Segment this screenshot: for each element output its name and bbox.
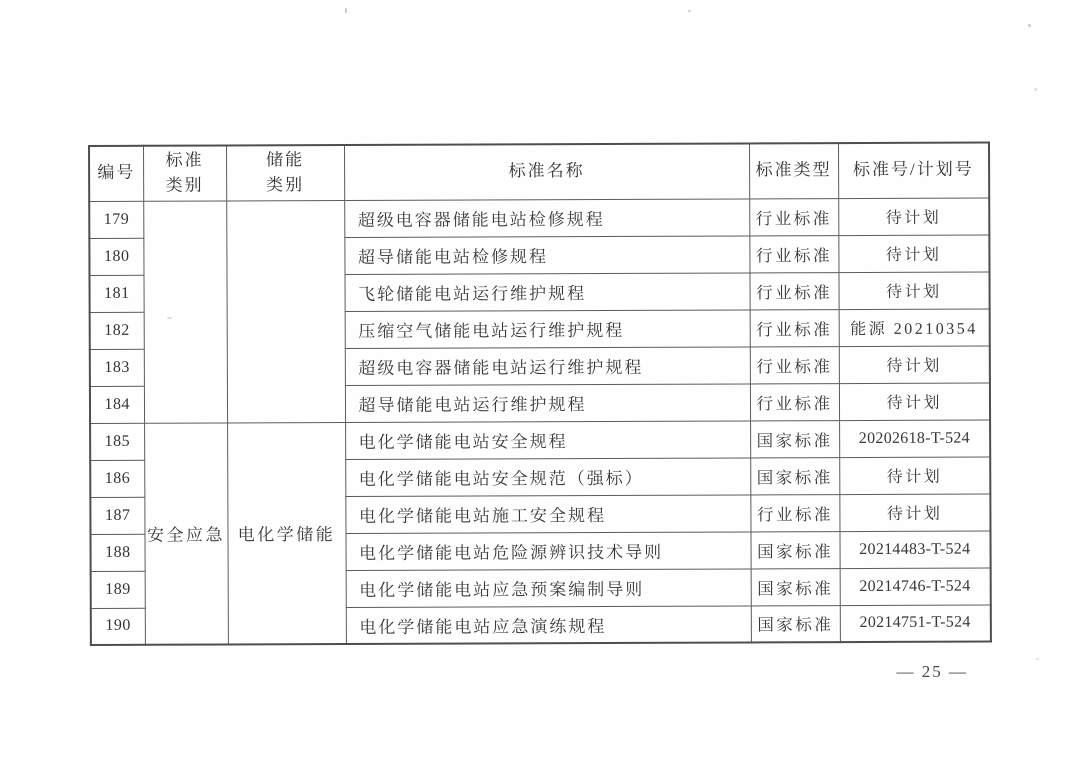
standard-name-cell: 电化学储能电站应急预案编制导则 <box>346 568 751 607</box>
standard-type-cell: 国家标准 <box>751 605 840 642</box>
standards-table <box>88 142 992 646</box>
standard-code-cell: 20214483-T-524 <box>839 531 990 569</box>
row-number-cell: 184 <box>90 386 144 423</box>
storage-category-cell <box>226 200 345 422</box>
standard-type-cell: 国家标准 <box>750 531 839 568</box>
scan-artifact <box>1034 88 1037 91</box>
row-number-cell: 182 <box>90 312 144 349</box>
standard-name-cell: 超导储能电站检修规程 <box>344 235 749 274</box>
storage-category-cell: 电化学储能 <box>227 422 346 644</box>
standard-category-cell <box>143 200 227 422</box>
standard-name-cell: 电化学储能电站应急演练规程 <box>346 605 751 644</box>
row-number-cell: 188 <box>90 534 144 571</box>
scan-artifact <box>688 10 691 12</box>
header-number: 编号 <box>89 146 143 201</box>
header-storage-category: 储能 类别 <box>226 145 344 200</box>
standard-code-cell: 待计划 <box>839 346 990 384</box>
standards-table-wrap <box>88 142 990 646</box>
standard-type-cell: 国家标准 <box>751 568 840 605</box>
table-row <box>89 198 989 238</box>
standard-name-cell: 超级电容器储能电站运行维护规程 <box>345 346 750 385</box>
header-standard-type: 标准类型 <box>749 143 838 198</box>
header-standard-name: 标准名称 <box>344 143 749 200</box>
row-number-cell: 180 <box>89 238 143 275</box>
standard-name-cell: 压缩空气储能电站运行维护规程 <box>345 309 750 348</box>
standard-name-cell: 超级电容器储能电站检修规程 <box>344 198 749 237</box>
standard-type-cell: 行业标准 <box>749 198 838 235</box>
row-number-cell: 186 <box>90 460 144 497</box>
table-header <box>89 143 989 201</box>
standard-name-cell: 电化学储能电站危险源辨识技术导则 <box>345 531 750 570</box>
header-standard-code: 标准号/计划号 <box>838 143 989 199</box>
scan-artifact <box>345 8 347 13</box>
row-number-cell: 183 <box>90 349 144 386</box>
standard-type-cell: 国家标准 <box>750 457 839 494</box>
standard-type-cell: 行业标准 <box>750 346 839 383</box>
standard-code-cell: 待计划 <box>839 494 990 532</box>
scan-artifact <box>1036 658 1039 660</box>
table-row <box>90 420 990 460</box>
page-number: — 25 — <box>896 662 968 681</box>
standard-name-cell: 飞轮储能电站运行维护规程 <box>344 272 749 311</box>
standard-code-cell: 待计划 <box>838 198 989 236</box>
row-number-cell: 189 <box>91 571 145 608</box>
row-number-cell: 185 <box>90 423 144 460</box>
standard-code-cell: 待计划 <box>839 383 990 421</box>
standard-name-cell: 电化学储能电站施工安全规程 <box>345 494 750 533</box>
row-number-cell: 179 <box>89 201 143 238</box>
standard-name-cell: 电化学储能电站安全规范（强标） <box>345 457 750 496</box>
standard-code-cell: 20214751-T-524 <box>840 605 991 643</box>
table-body <box>89 198 991 645</box>
standard-type-cell: 行业标准 <box>749 272 838 309</box>
standard-type-cell: 行业标准 <box>749 235 838 272</box>
standard-code-cell: 待计划 <box>838 272 989 310</box>
standard-code-cell: 20214746-T-524 <box>840 568 991 606</box>
standard-type-cell: 行业标准 <box>750 494 839 531</box>
scan-artifact <box>1028 24 1031 27</box>
header-row <box>89 143 989 201</box>
standard-type-cell: 行业标准 <box>750 309 839 346</box>
row-number-cell: 181 <box>89 275 143 312</box>
standard-code-cell: 待计划 <box>839 457 990 495</box>
header-standard-category: 标准 类别 <box>143 145 226 200</box>
standard-code-cell: 能源 20210354 <box>839 309 990 347</box>
row-number-cell: 190 <box>91 608 145 645</box>
standard-code-cell: 待计划 <box>838 235 989 273</box>
standard-name-cell: 超导储能电站运行维护规程 <box>345 383 750 422</box>
standard-name-cell: 电化学储能电站安全规程 <box>345 420 750 459</box>
row-number-cell: 187 <box>90 497 144 534</box>
standard-code-cell: 20202618-T-524 <box>839 420 990 458</box>
standard-type-cell: 国家标准 <box>750 420 839 457</box>
standard-type-cell: 行业标准 <box>750 383 839 420</box>
standard-category-cell: 安全应急 <box>144 422 228 644</box>
